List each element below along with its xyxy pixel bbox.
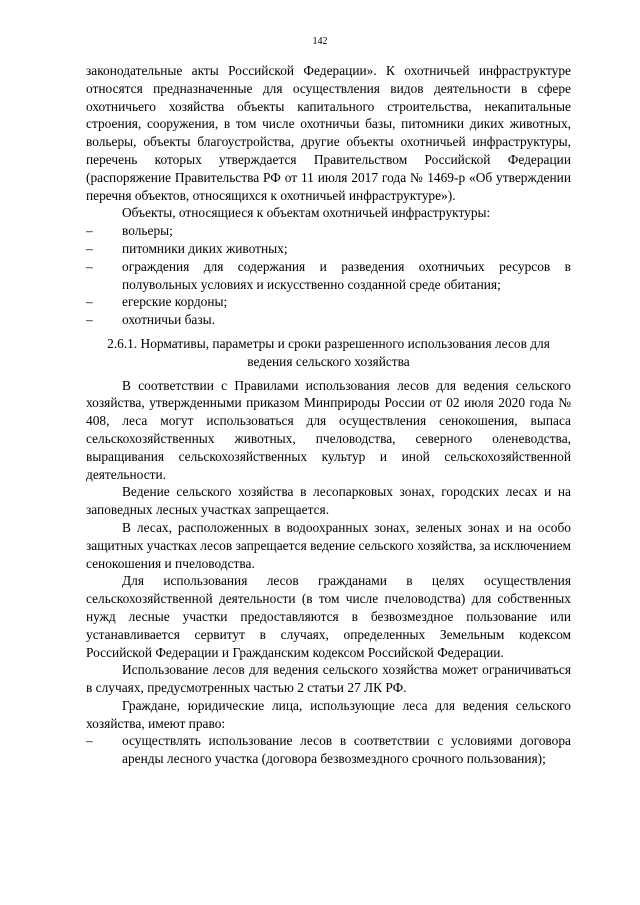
list-item: – ограждения для содержания и разведения охотничьих ресурсов в полувольных условиях и искусственно созданной среде обитания; [86, 258, 571, 292]
paragraph: Объекты, относящиеся к объектам охотничьей инфраструктуры: [122, 205, 491, 221]
list-item: – егерские кордоны; [86, 294, 228, 310]
paragraph: Для использования лесов гражданами в целях осуществления сельскохозяйственной деятельности (в том числе пчеловодства) для собственных нужд лесные участки предоставляются в безвозмездное пользование или устанавливается сервитут в случаях, определенных Земельным кодексом Российской Федерации и Гражданским кодексом Российской Федерации. [86, 573, 571, 660]
paragraph: В соответствии с Правилами использования лесов для ведения сельского хозяйства, утвержденными приказом Минприроды России от 02 июля 2020 года № 408, леса могут использоваться для осуществления сенокошения, выпаса сельскохозяйственных животных, пчеловодства, северного оленеводства, выращивания сельскохозяйственных культур и иной сельскохозяйственной деятельности. [86, 377, 571, 482]
paragraph: Использование лесов для ведения сельского хозяйства может ограничиваться в случаях, предусмотренных частью 2 статьи 27 ЛК РФ. [86, 662, 571, 696]
list-item: – вольеры; [86, 223, 173, 239]
section-heading: 2.6.1. Нормативы, параметры и сроки разрешенного использования лесов для ведения сельского хозяйства [107, 335, 550, 369]
document-body [86, 62, 571, 768]
list-item: – охотничьи базы. [86, 312, 215, 328]
page-number: 142 [312, 36, 328, 47]
paragraph: Граждане, юридические лица, использующие леса для ведения сельского хозяйства, имеют право: [86, 697, 571, 731]
list-item: – осуществлять использование лесов в соответствии с условиями договора аренды лесного участка (договора безвозмездного срочного пользования); [86, 733, 571, 767]
paragraph: Ведение сельского хозяйства в лесопарковых зонах, городских лесах и на заповедных лесных участках запрещается. [86, 484, 571, 518]
bullet-list [86, 222, 571, 329]
paragraph: законодательные акты Российской Федерации». К охотничьей инфраструктуре относятся предназначенные для осуществления видов деятельности в сфере охотничьего хозяйства объекты капитального строительства, некапитальные строения, сооружения, в том числе охотничьи базы, питомники диких животных, вольеры, объекты благоустройства, другие объекты охотничьей инфраструктуры, перечень которых утверждается Правительством Российской Федерации (распоряжение Правительства РФ от 11 июля 2017 года № 1469-р «Об утверждении перечня объектов, относящихся к охотничьей инфраструктуре»). [86, 63, 571, 203]
bullet-list [86, 732, 571, 768]
list-item: – питомники диких животных; [86, 240, 288, 256]
paragraph: В лесах, расположенных в водоохранных зонах, зеленых зонах и на особо защитных участках лесов запрещается ведение сельского хозяйства, за исключением сенокошения и пчеловодства. [86, 519, 571, 571]
